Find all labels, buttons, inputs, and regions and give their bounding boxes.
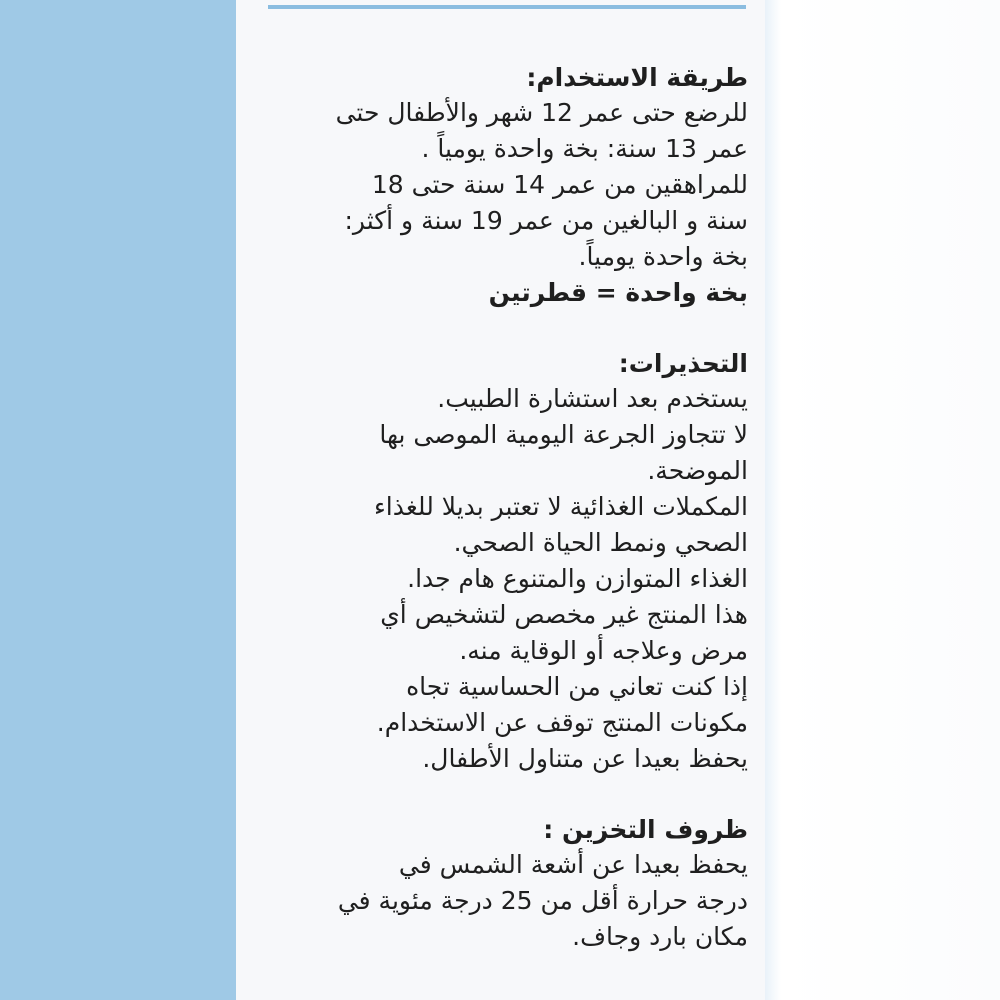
warning-line: الغذاء المتوازن والمتنوع هام جدا.: [407, 564, 748, 593]
storage-section: [258, 813, 748, 955]
warning-line: مكونات المنتج توقف عن الاستخدام.: [376, 708, 748, 737]
warnings-heading: التحذيرات:: [618, 349, 748, 378]
storage-heading: ظروف التخزين :: [543, 815, 748, 844]
usage-heading: طريقة الاستخدام:: [526, 63, 748, 92]
storage-line: مكان بارد وجاف.: [572, 922, 748, 951]
label-text: [258, 55, 748, 955]
warning-line: المكملات الغذائية لا تعتبر بديلا للغذاء: [374, 492, 748, 521]
usage-section: [258, 61, 748, 311]
usage-line: للمراهقين من عمر 14 سنة حتى 18: [371, 170, 748, 199]
usage-line: بخة واحدة يومياً.: [578, 242, 748, 271]
box-side-panel: [765, 0, 1000, 1000]
usage-line: عمر 13 سنة: بخة واحدة يومياً .: [421, 134, 748, 163]
warnings-section: [258, 347, 748, 777]
warning-line: هذا المنتج غير مخصص لتشخيص أي: [380, 600, 748, 629]
usage-note: بخة واحدة = قطرتين: [488, 278, 748, 307]
warning-line: إذا كنت تعاني من الحساسية تجاه: [406, 672, 748, 701]
warning-line: يستخدم بعد استشارة الطبيب.: [437, 384, 748, 413]
warning-line: يحفظ بعيدا عن متناول الأطفال.: [422, 744, 748, 773]
warning-line: مرض وعلاجه أو الوقاية منه.: [459, 636, 748, 665]
warning-line: الموضحة.: [647, 456, 748, 485]
top-divider: [268, 5, 746, 9]
usage-line: للرضع حتى عمر 12 شهر والأطفال حتى: [335, 98, 748, 127]
warning-line: الصحي ونمط الحياة الصحي.: [453, 528, 748, 557]
usage-line: سنة و البالغين من عمر 19 سنة و أكثر:: [344, 206, 748, 235]
storage-line: درجة حرارة أقل من 25 درجة مئوية في: [337, 886, 748, 915]
storage-line: يحفظ بعيدا عن أشعة الشمس في: [398, 850, 748, 879]
warning-line: لا تتجاوز الجرعة اليومية الموصى بها: [379, 420, 748, 449]
